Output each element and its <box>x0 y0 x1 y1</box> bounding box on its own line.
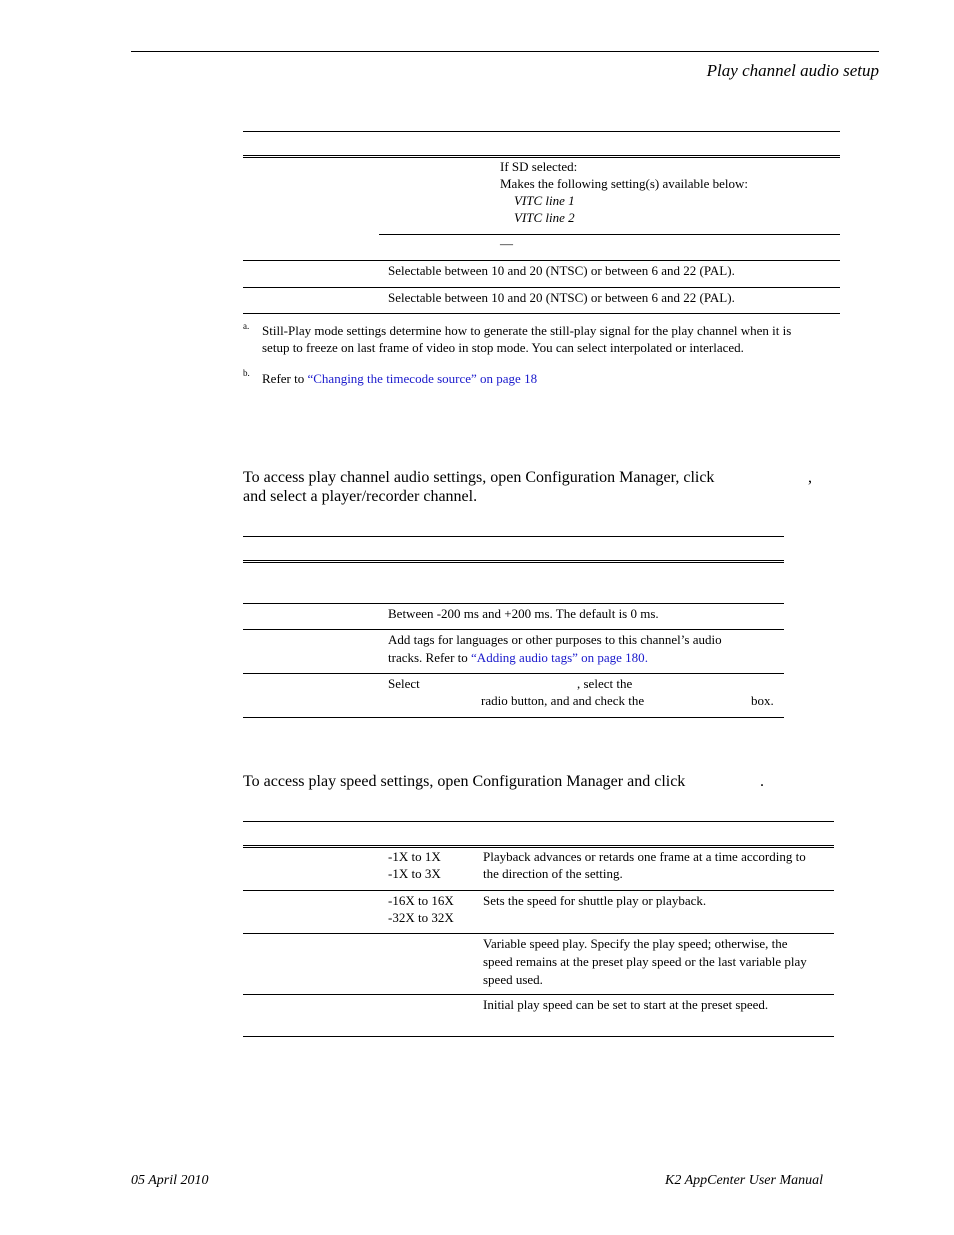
speed-intro: To access play speed settings, open Configuration Manager and click <box>243 773 686 790</box>
row3-desc-line1: Variable speed play. Specify the play speed; otherwise, the <box>483 936 788 951</box>
cell-makes-available: Makes the following setting(s) available below: <box>500 176 749 191</box>
tags-period: . <box>644 650 648 665</box>
footnote-b-text <box>262 370 537 387</box>
table-rule <box>243 1036 834 1037</box>
running-header: Play channel audio setup <box>706 61 879 80</box>
row2-desc: Sets the speed for shuttle play or playback. <box>483 893 707 908</box>
table-rule <box>243 673 784 674</box>
table-rule <box>243 717 784 718</box>
table-rule <box>243 260 840 261</box>
footnote-b-marker: b. <box>243 368 250 378</box>
row3-desc-line2: speed remains at the preset play speed or the last variable play <box>483 954 807 969</box>
cell-delay-desc: Between -200 ms and +200 ms. The default is 0 ms. <box>388 606 659 621</box>
cell-sd-selected: If SD selected: <box>500 159 578 174</box>
tags-prefix: tracks. Refer to <box>388 650 472 665</box>
audio-intro-line1: To access play channel audio settings, open Configuration Manager, click <box>243 469 715 486</box>
audio-intro-line2: and select a player/recorder channel. <box>243 488 478 505</box>
row1-range-b: -1X to 3X <box>388 866 441 881</box>
cell-tags-line1: Add tags for languages or other purposes to this channel’s audio <box>388 632 722 647</box>
footer-manual-title: K2 AppCenter User Manual <box>664 1173 823 1188</box>
cell-vitc1-desc: Selectable between 10 and 20 (NTSC) or between 6 and 22 (PAL). <box>388 263 735 278</box>
table-rule <box>243 562 784 563</box>
table-rule <box>243 890 834 891</box>
footnote-a-line2: setup to freeze on last frame of video in stop mode. You can select interpolated or interlaced. <box>262 340 744 355</box>
cell-select-line2: radio button, and and check the <box>481 693 645 708</box>
cell-dash: — <box>500 236 513 251</box>
row1-desc-line1: Playback advances or retards one frame at a time according to <box>483 849 806 864</box>
table-rule <box>243 821 834 822</box>
row4-desc: Initial play speed can be set to start at the preset speed. <box>483 997 769 1012</box>
timecode-source-link[interactable]: “Changing the timecode source” on page 18 <box>307 371 538 386</box>
cell-select-box: box. <box>751 693 774 708</box>
footnote-a-marker: a. <box>243 321 250 331</box>
audio-intro-comma: , <box>808 469 812 486</box>
row3-desc-line3: speed used. <box>483 972 543 987</box>
table-rule <box>243 313 840 314</box>
table-rule <box>243 933 834 934</box>
table-rule <box>243 536 784 537</box>
cell-select-mid: , select the <box>577 676 633 691</box>
cell-vitc2-desc: Selectable between 10 and 20 (NTSC) or between 6 and 22 (PAL). <box>388 290 735 305</box>
table-rule <box>243 603 784 604</box>
table-rule <box>243 629 784 630</box>
cell-select-word: Select <box>388 676 420 691</box>
cell-vitc-line-1: VITC line 1 <box>514 193 575 208</box>
row1-desc-line2: the direction of the setting. <box>483 866 623 881</box>
table-rule <box>243 845 834 846</box>
speed-intro-period: . <box>760 773 764 790</box>
header-rule <box>131 51 879 52</box>
row1-range-a: -1X to 1X <box>388 849 441 864</box>
footnote-a-line1: Still-Play mode settings determine how to generate the still-play signal for the play channel when it is <box>262 323 792 338</box>
footnote-b-prefix: Refer to <box>262 371 308 386</box>
cell-vitc-line-2: VITC line 2 <box>514 210 575 225</box>
adding-audio-tags-link[interactable]: “Adding audio tags” on page 180 <box>471 650 645 665</box>
footer-date: 05 April 2010 <box>131 1173 209 1188</box>
table-rule <box>243 560 784 561</box>
table-rule <box>243 287 840 288</box>
table-rule <box>379 234 840 235</box>
row2-range-a: -16X to 16X <box>388 893 454 908</box>
table-rule <box>243 131 840 132</box>
table-rule <box>243 994 834 995</box>
cell-tags-line2 <box>388 649 648 666</box>
table-rule <box>243 155 840 156</box>
row2-range-b: -32X to 32X <box>388 910 454 925</box>
